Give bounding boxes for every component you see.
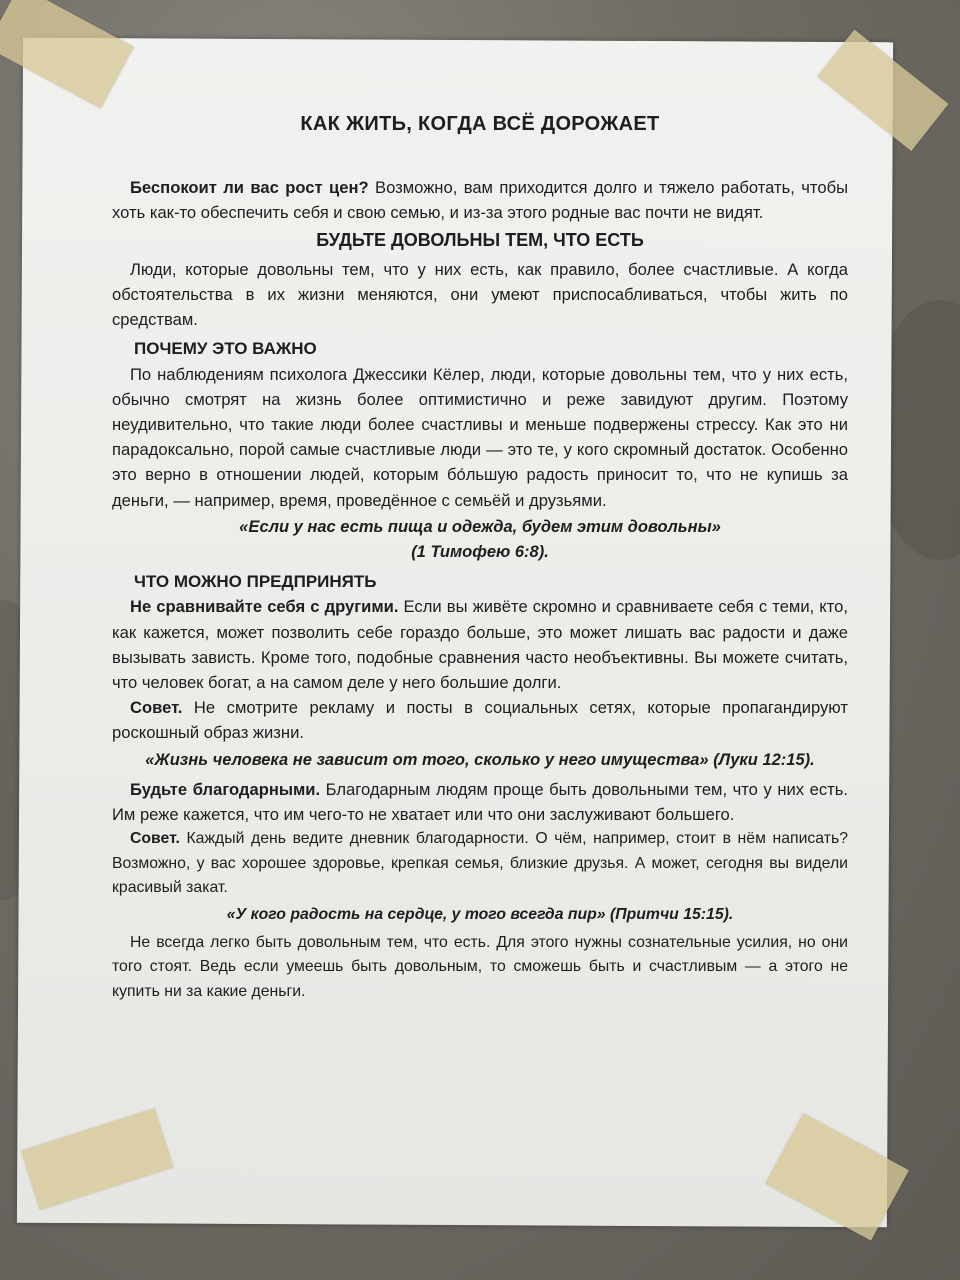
section2-quote-text: «Если у нас есть пища и одежда, будем этим довольны»: [239, 517, 721, 536]
tape-bottom-right: [765, 1113, 909, 1240]
tip2-lead: Будьте благодарными.: [130, 779, 321, 799]
section2-heading: ПОЧЕМУ ЭТО ВАЖНО: [134, 339, 317, 359]
tape-top-left: [0, 0, 134, 109]
tip2-quote: [112, 903, 848, 927]
section2-paragraph: По наблюдениям психолога Джессики Кёлер, люди, которые довольны тем, что у них есть, обычно смотрят на жизнь более оптимистично и реже завидуют другим. Поэтому неудивительно, что такие люди более счастливы и меньше подвержены стрессу. Как это ни парадоксально, порой самые счастливые люди — это те, у кого скромный достаток. Особенно это верно в отношении людей, которым бо́льшую радость приносит то, что не купишь за деньги, — например, время, проведённое с семьёй и друзьями.: [112, 364, 848, 510]
tip2-quote-ref: (Притчи 15:15).: [605, 905, 734, 923]
tip1-text: Если вы живёте скромно и сравниваете себя с теми, кто, как кажется, может позволить себе гораздо больше, это может лишать вас радости и даже вызывать зависть. Кроме того, подобные сравнения часто необъективны. Вы можете считать, что человек богат, а на самом деле у него большие долги.: [112, 597, 849, 693]
tip2-paragraph: [112, 777, 848, 827]
tip1-quote-text: «Жизнь человека не зависит от того, сколько у него имущества»: [145, 750, 709, 769]
closing-paragraph: Не всегда легко быть довольным тем, что есть. Для этого нужны сознательные усилия, но они того стоят. Ведь если умеешь быть довольным, то сможешь быть и счастливым — а этого не купить ни за какие деньги.: [112, 933, 848, 1000]
tip1-paragraph: [112, 594, 848, 695]
tip1-quote-ref: (Луки 12:15).: [708, 750, 815, 769]
tip1-lead: Не сравнивайте себя с другими.: [130, 597, 399, 617]
intro-text: Возможно, вам приходится долго и тяжело работать, чтобы хоть как-то обеспечить себя и свою семью, и из-за этого родные вас почти не видят.: [112, 178, 848, 223]
section3-heading: ЧТО МОЖНО ПРЕДПРИНЯТЬ: [134, 572, 377, 592]
intro-lead: Беспокоит ли вас рост цен?: [130, 178, 369, 198]
page-title: КАК ЖИТЬ, КОГДА ВСЁ ДОРОЖАЕТ: [300, 113, 660, 135]
tip2-advice: [112, 827, 848, 900]
tip1-quote: [112, 748, 848, 773]
tip1-advice-text: Не смотрите рекламу и посты в социальных сетях, которые пропагандируют роскошный образ жизни.: [112, 698, 848, 743]
intro-paragraph: [112, 175, 848, 225]
section1-paragraph: Люди, которые довольны тем, что у них есть, как правило, более счастливые. А когда обстоятельства в их жизни меняются, они умеют приспосабливаться, чтобы жить по средствам.: [112, 259, 848, 330]
tape-bottom-left: [21, 1108, 173, 1210]
section2-quote-ref: (1 Тимофею 6:8).: [411, 543, 549, 562]
section2-quote: [112, 515, 848, 565]
tip2-quote-text: «У кого радость на сердце, у того всегда пир»: [226, 905, 606, 923]
tip2-advice-text: Каждый день ведите дневник благодарности. О чём, например, стоит в нём написать? Возможно, у вас хорошее здоровье, крепкая семья, близкие друзья. А может, сегодня вы видели красивый закат.: [112, 830, 848, 897]
section1-heading: БУДЬТЕ ДОВОЛЬНЫ ТЕМ, ЧТО ЕСТЬ: [316, 229, 644, 250]
tip1-advice-lead: Совет.: [130, 698, 183, 718]
tip2-advice-lead: Совет.: [130, 830, 180, 848]
tip2-text: Благодарным людям проще быть довольными тем, что у них есть. Им реже кажется, что им чего-то не хватает или что они заслуживают большего.: [112, 779, 848, 825]
poster-text: [112, 112, 848, 1004]
tip1-advice: [112, 695, 848, 745]
